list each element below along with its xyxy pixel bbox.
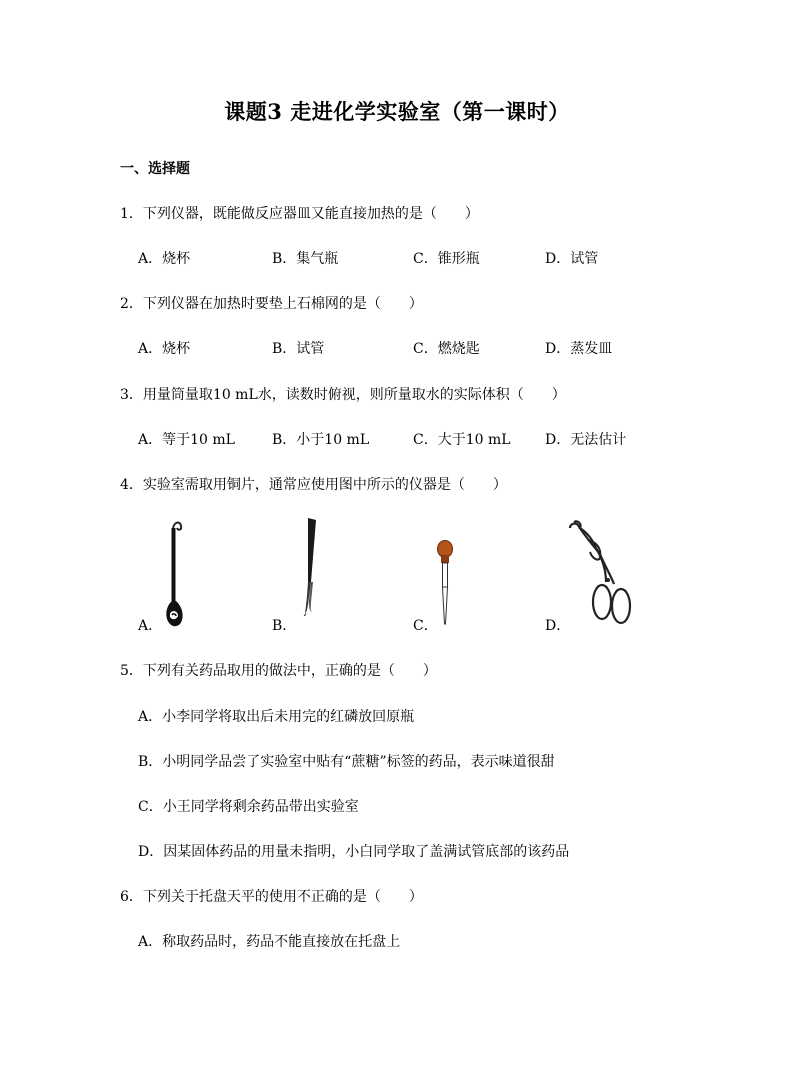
question-3-option-d: D．无法估计 [545,432,627,448]
question-4-option-b: B． [272,618,297,634]
question-1-option-b: B．集气瓶 [272,251,339,267]
question-6-option-a: A．称取药品时，药品不能直接放在托盘上 [138,934,401,950]
question-2-option-b: B．试管 [272,341,325,357]
section-heading: 一、选择题 [120,161,190,177]
crucible-tongs-icon [566,518,636,628]
question-5-option-b: B．小明同学品尝了实验室中贴有“蔗糖”标签的药品，表示味道很甜 [138,754,555,770]
question-3-option-a: A．等于10 mL [138,432,235,448]
question-2-option-a: A．烧杯 [138,341,191,357]
question-6-stem: 6．下列关于托盘天平的使用不正确的是（ ） [120,889,423,905]
question-5-option-c: C．小王同学将剩余药品带出实验室 [138,799,359,815]
question-1-option-a: A．烧杯 [138,251,191,267]
question-3-stem: 3．用量筒量取10 mL水，读数时俯视，则所量取水的实际体积（ ） [120,387,566,403]
question-1-option-c: C．锥形瓶 [413,251,480,267]
question-5-stem: 5．下列有关药品取用的做法中，正确的是（ ） [120,663,437,679]
question-3-option-b: B．小于10 mL [272,432,370,448]
question-4-option-c: C． [413,618,438,634]
question-1-stem: 1．下列仪器，既能做反应器皿又能直接加热的是（ ） [120,206,479,222]
question-1-option-d: D．试管 [545,251,599,267]
question-4-stem: 4．实验室需取用铜片，通常应使用图中所示的仪器是（ ） [120,477,507,493]
tweezers-icon [294,516,324,616]
question-2-option-d: D．蒸发皿 [545,341,613,357]
question-5-option-a: A．小李同学将取出后未用完的红磷放回原瓶 [138,709,415,725]
question-5-option-d: D．因某固体药品的用量未指明，小白同学取了盖满试管底部的该药品 [138,844,570,860]
page-title: 课题3 走进化学实验室（第一课时） [224,99,570,124]
combustion-spoon-icon [158,518,192,630]
question-2-option-c: C．燃烧匙 [413,341,480,357]
question-2-stem: 2．下列仪器在加热时要垫上石棉网的是（ ） [120,296,423,312]
question-4-option-d: D． [545,618,571,634]
question-3-option-c: C．大于10 mL [413,432,511,448]
question-4-option-a: A． [138,618,163,634]
dropper-icon [432,538,458,626]
